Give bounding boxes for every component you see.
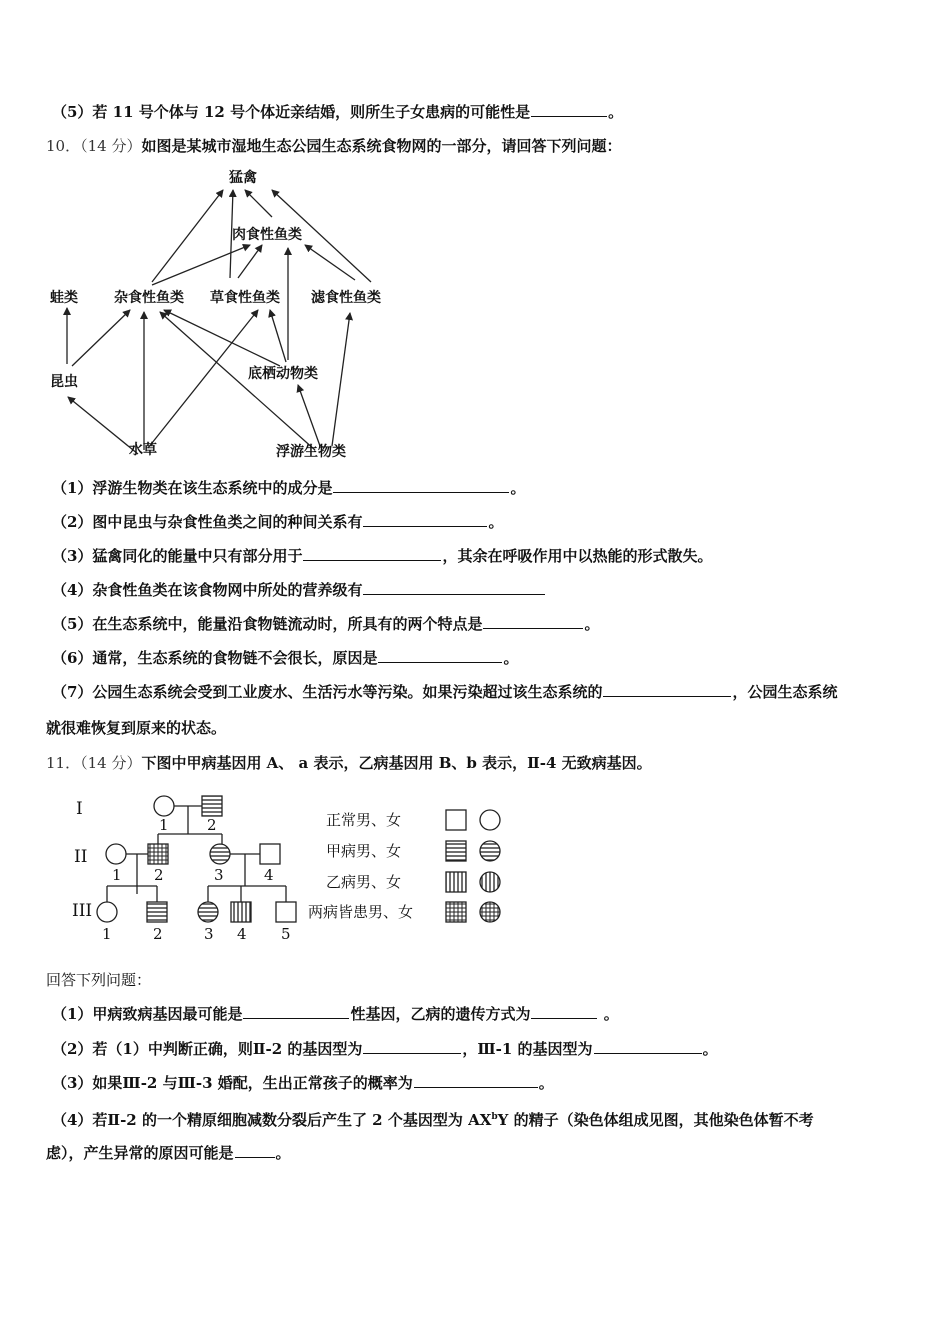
q10-sub1: （1）浮游生物类在该生态系统中的成分是 。 [52,479,526,497]
node-carnivore: 肉食性鱼类 [232,227,302,243]
answer-blank[interactable] [363,1039,461,1054]
q11-answer-header: 回答下列问题： [46,971,152,989]
answer-blank[interactable] [531,102,607,117]
arrow-benthic-omnivore [164,310,280,366]
q10-sub7-cont: 就很难恢复到原来的状态。 [46,719,227,737]
answer-blank[interactable] [378,648,502,663]
individual-III-3 [198,902,218,922]
q9-sub5: （5）若 11 号个体与 12 号个体近亲结婚，则所生子女患病的可能性是 。 [52,103,624,121]
answer-blank[interactable] [303,546,441,561]
generation-label-1: I [76,799,83,819]
individual-III-5 [276,902,296,922]
legend-both-female [480,902,500,922]
individual-II-4 [260,844,280,864]
q11-sub1: （1）甲病致病基因最可能是 性基因，乙病的遗传方式为 。 [52,1005,619,1023]
number-III-4: 4 [237,925,247,943]
q10-stem: 10．（14 分）如图是某城市湿地生态公园生态系统食物网的一部分，请回答下列问题： [46,137,622,155]
node-filter: 滤食性鱼类 [311,290,381,306]
arrow-grass-insect [68,397,138,454]
legend-a-label: 甲病男、女 [326,842,402,860]
number-III-5: 5 [281,925,291,943]
food-web-diagram [40,160,400,470]
node-frog: 蛙类 [50,290,78,306]
q10-sub7: （7）公园生态系统会受到工业废水、生活污水等污染。如果污染超过该生态系统的 ，公园生态系统 [52,683,838,701]
number-II-4: 4 [264,866,274,884]
arrow-plankton-benthic [298,385,320,446]
individual-II-3 [210,844,230,864]
q11-sub2: （2）若（1）中判断正确，则Ⅱ-2 的基因型为 ，Ⅲ-1 的基因型为 。 [52,1040,718,1058]
legend-b-female [480,872,500,892]
node-benthic: 底栖动物类 [248,366,318,382]
node-grass: 水草 [129,442,157,458]
number-III-2: 2 [153,925,163,943]
q10-sub6: （6）通常，生态系统的食物链不会很长，原因是 。 [52,649,519,667]
arrow-omnivore-carnivore [152,245,250,285]
answer-blank[interactable] [243,1004,349,1019]
individual-I-1 [154,796,174,816]
answer-blank[interactable] [594,1039,702,1054]
q11-stem: 11．（14 分）下图中甲病基因用 A、 a 表示，乙病基因用 B、b 表示，Ⅱ-4 无致病基因。 [46,754,652,772]
legend-normal-label: 正常男、女 [326,811,402,829]
q10-sub3: （3）猛禽同化的能量中只有部分用于 ，其余在呼吸作用中以热能的形式散失。 [52,547,713,565]
answer-blank[interactable] [414,1073,538,1088]
generation-label-2: II [74,847,88,867]
arrow-plankton-filter [332,313,350,446]
legend-both-male [446,902,466,922]
answer-blank[interactable] [333,478,509,493]
legend-b-label: 乙病男、女 [326,873,402,891]
answer-blank[interactable] [363,580,545,595]
node-insect: 昆虫 [50,374,78,390]
answer-blank[interactable] [483,614,583,629]
number-I-2: 2 [207,816,217,834]
number-I-1: 1 [159,816,169,834]
number-II-3: 3 [214,866,224,884]
number-II-1: 1 [112,866,122,884]
arrow-filter-carnivore [305,245,355,280]
number-II-2: 2 [154,866,164,884]
legend-b-male [446,872,466,892]
answer-blank[interactable] [603,682,731,697]
answer-blank[interactable] [531,1004,597,1019]
legend-normal-female [480,810,500,830]
q11-sub4: （4）若Ⅱ-2 的一个精原细胞减数分裂后产生了 2 个基因型为 $AX^bY$ 的精子（染色体组成见图，其他染色体暂不考 [52,1111,814,1129]
individual-III-2 [147,902,167,922]
pedigree-chart [60,786,510,946]
node-omnivore: 杂食性鱼类 [114,290,184,306]
arrow-carnivore-raptor [245,190,272,217]
legend-a-female [480,841,500,861]
arrow-herbivore-carnivore [238,245,262,278]
answer-blank[interactable] [363,512,487,527]
node-raptor: 猛禽 [229,170,257,186]
node-herbivore: 草食性鱼类 [210,290,280,306]
q10-sub2: （2）图中昆虫与杂食性鱼类之间的种间关系有 。 [52,513,504,531]
number-III-3: 3 [204,925,214,943]
q11-sub4-cont: 虑），产生异常的原因可能是 。 [46,1144,291,1162]
individual-II-1 [106,844,126,864]
individual-III-1 [97,902,117,922]
arrow-insect-omnivore [72,310,130,366]
arrow-grass-herbivore [148,310,258,448]
number-III-1: 1 [102,925,112,943]
legend-both-label: 两病皆患男、女 [308,903,414,921]
q10-sub5: （5）在生态系统中，能量沿食物链流动时，所具有的两个特点是 。 [52,615,600,633]
individual-II-2 [148,844,168,864]
generation-label-3: III [72,901,93,921]
answer-blank[interactable] [235,1143,275,1158]
arrow-omnivore-raptor [152,190,223,282]
arrow-benthic-herbivore [270,310,286,362]
q11-sub3: （3）如果Ⅲ-2 与Ⅲ-3 婚配，生出正常孩子的概率为 。 [52,1074,554,1092]
q10-sub4: （4）杂食性鱼类在该食物网中所处的营养级有 [52,580,546,600]
legend-a-male [446,841,466,861]
individual-III-4 [231,902,251,922]
node-plankton: 浮游生物类 [276,444,346,460]
individual-I-2 [202,796,222,816]
legend-normal-male [446,810,466,830]
